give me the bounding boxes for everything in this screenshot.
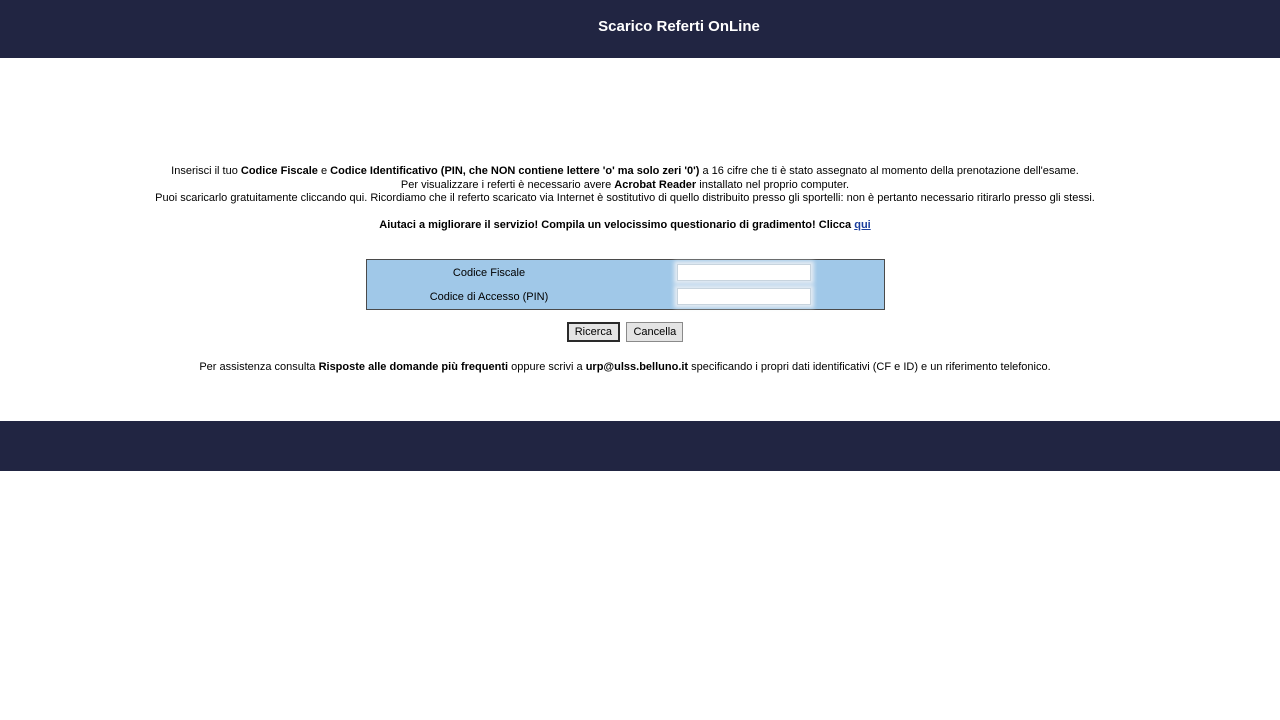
login-form: [366, 259, 885, 310]
codice-fiscale-input[interactable]: [677, 264, 811, 281]
cancel-button[interactable]: Cancella: [626, 322, 683, 342]
pin-input[interactable]: [677, 288, 811, 305]
search-button[interactable]: Ricerca: [567, 322, 620, 342]
footer-bar: [0, 421, 1280, 471]
intro-text: [0, 165, 1250, 206]
survey-text: Aiutaci a migliorare il servizio! Compila un velocissimo questionario di gradimento! Clicca: [379, 219, 855, 231]
codice-fiscale-label: Codice Fiscale: [452, 267, 526, 279]
faq-link[interactable]: Risposte alle domande più frequenti: [318, 361, 509, 373]
pin-label: Codice di Accesso (PIN): [429, 291, 549, 303]
intro-line-3: Puoi scaricarlo gratuitamente cliccando qui. Ricordiamo che il referto scaricato via Internet è sostitutivo di quello distribuito presso gli sportelli: non è pertanto necessario ritirarlo presso gli stessi.: [155, 192, 1095, 205]
form-row-pin: [367, 285, 884, 309]
form-row-codice-fiscale: [367, 261, 884, 285]
intro-line-2: Per visualizzare i referti è necessario avere Acrobat Reader installato nel proprio computer.: [400, 178, 850, 191]
acrobat-reader-emphasis: Acrobat Reader: [614, 178, 697, 191]
codice-fiscale-emphasis: Codice Fiscale: [240, 165, 318, 177]
assistance-text: Per assistenza consulta Risposte alle domande più frequenti oppure scrivi a urp@ulss.belluno.it specificando i propri dati identificativi (CF e ID) e un riferimento telefonico.: [199, 361, 1051, 373]
survey-notice: [0, 219, 1250, 231]
survey-link[interactable]: qui: [854, 219, 871, 231]
intro-line-1: Inserisci il tuo Codice Fiscale e Codice Identificativo (PIN, che NON contiene lettere 'o' ma solo zeri '0') a 16 cifre che ti è stato assegnato al momento della prenotazione dell'esame.: [171, 165, 1079, 177]
page-title: Scarico Referti OnLine: [598, 18, 760, 35]
codice-identificativo-emphasis: Codice Identificativo (PIN, che NON contiene lettere 'o' ma solo zeri '0'): [330, 165, 700, 177]
header-bar: [0, 0, 1280, 58]
form-buttons: [0, 322, 1250, 342]
email-link[interactable]: urp@ulss.belluno.it: [585, 361, 689, 373]
